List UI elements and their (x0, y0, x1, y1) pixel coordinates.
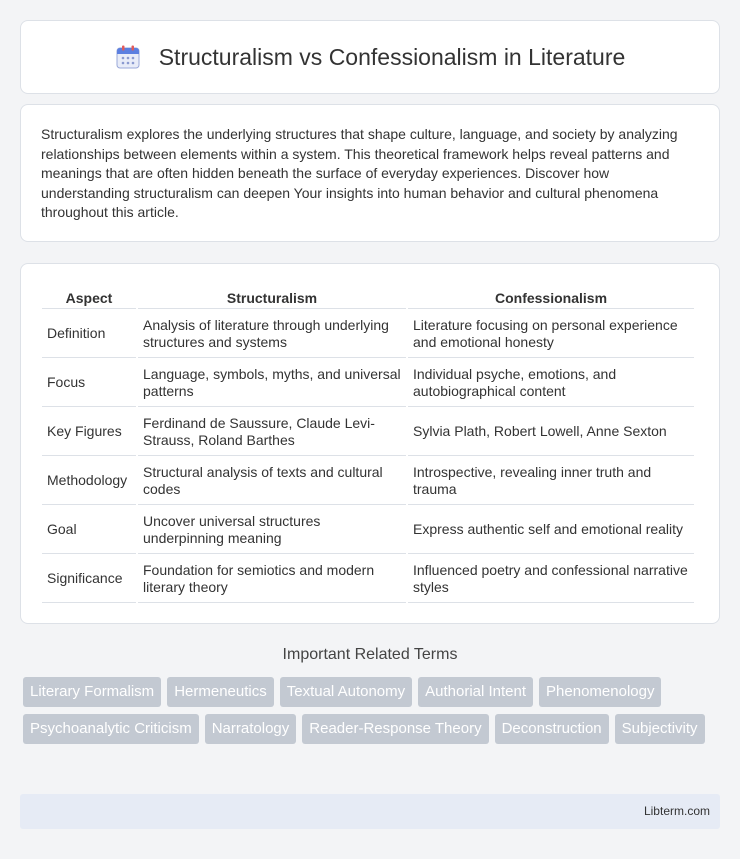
page-title: Structuralism vs Confessionalism in Literature (158, 43, 626, 70)
row-structuralism: Structural analysis of texts and cultural codes (138, 458, 406, 505)
calendar-icon (115, 44, 141, 70)
table-row (42, 360, 694, 407)
footer (20, 794, 720, 829)
row-confessionalism: Sylvia Plath, Robert Lowell, Anne Sexton (408, 409, 694, 456)
table-row (42, 409, 694, 456)
comparison-table-card (20, 263, 720, 624)
row-confessionalism: Introspective, revealing inner truth and trauma (408, 458, 694, 505)
row-structuralism: Analysis of literature through underlying structures and systems (138, 311, 406, 358)
row-aspect: Definition (42, 311, 136, 358)
term-tag[interactable]: Hermeneutics (167, 677, 274, 707)
row-structuralism: Language, symbols, myths, and universal patterns (138, 360, 406, 407)
intro-card (20, 104, 720, 242)
term-tag[interactable]: Textual Autonomy (280, 677, 412, 707)
row-aspect: Methodology (42, 458, 136, 505)
row-aspect: Key Figures (42, 409, 136, 456)
term-tag[interactable]: Deconstruction (495, 714, 609, 744)
term-tag[interactable]: Authorial Intent (418, 677, 533, 707)
table-row (42, 311, 694, 358)
row-aspect: Significance (42, 556, 136, 603)
header-card (20, 20, 720, 94)
row-confessionalism: Individual psyche, emotions, and autobiographical content (408, 360, 694, 407)
row-confessionalism: Influenced poetry and confessional narrative styles (408, 556, 694, 603)
term-tag[interactable]: Psychoanalytic Criticism (23, 714, 199, 744)
term-tag[interactable]: Reader-Response Theory (302, 714, 488, 744)
row-structuralism: Uncover universal structures underpinning meaning (138, 507, 406, 554)
table-row (42, 458, 694, 505)
footer-site-link[interactable]: Libterm.com (643, 804, 710, 818)
term-tag[interactable]: Literary Formalism (23, 677, 161, 707)
header-confessionalism: Confessionalism (408, 286, 694, 309)
title-wrap (115, 44, 626, 71)
related-terms-list (23, 677, 723, 744)
row-confessionalism: Literature focusing on personal experience and emotional honesty (408, 311, 694, 358)
row-structuralism: Foundation for semiotics and modern literary theory (138, 556, 406, 603)
header-structuralism: Structuralism (138, 286, 406, 309)
term-tag[interactable]: Subjectivity (615, 714, 705, 744)
row-aspect: Focus (42, 360, 136, 407)
row-confessionalism: Express authentic self and emotional reality (408, 507, 694, 554)
table-row (42, 507, 694, 554)
row-aspect: Goal (42, 507, 136, 554)
header-aspect: Aspect (42, 286, 136, 309)
table-header-row (42, 286, 694, 309)
row-structuralism: Ferdinand de Saussure, Claude Levi-Strauss, Roland Barthes (138, 409, 406, 456)
table-row (42, 556, 694, 603)
term-tag[interactable]: Phenomenology (539, 677, 661, 707)
term-tag[interactable]: Narratology (205, 714, 297, 744)
intro-text: Structuralism explores the underlying structures that shape culture, language, and society by analyzing relationships between elements within a system. This theoretical framework helps reveal patterns and meanings that are often hidden beneath the surface of everyday experiences. Discover how understanding structuralism can deepen Your insights into human behavior and cultural phenomena throughout this article. (41, 126, 678, 220)
related-terms-title: Important Related Terms (282, 646, 458, 663)
comparison-table (40, 284, 696, 605)
